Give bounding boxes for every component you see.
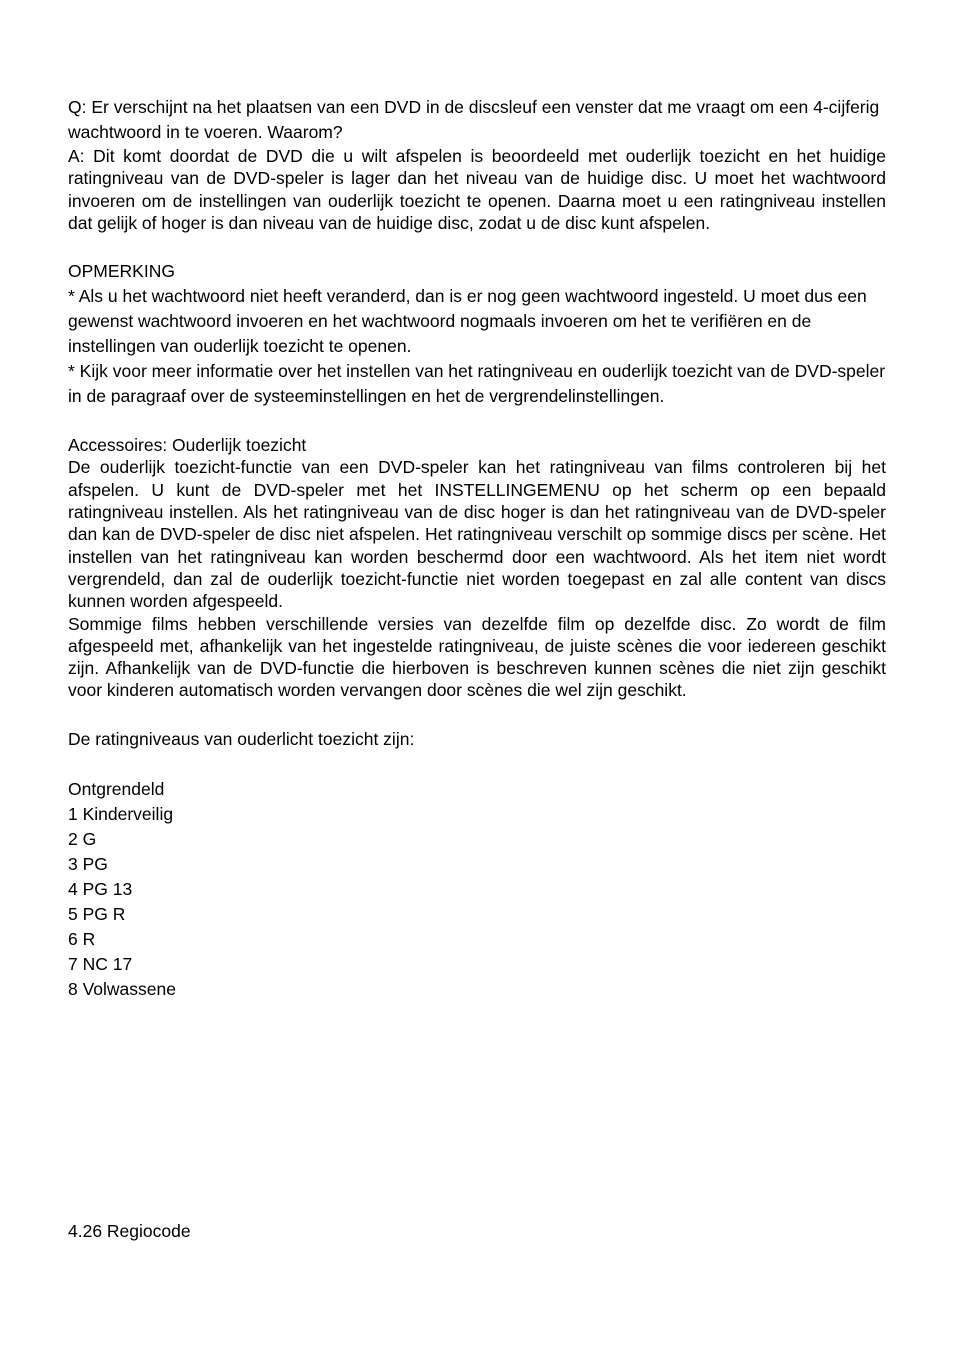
rating-level: 4 PG 13	[68, 878, 133, 899]
rating-level: 6 R	[68, 928, 96, 949]
accessories-paragraph-1: De ouderlijk toezicht-functie van een DVD-speler kan het ratingniveau van films controleren bij het afspelen. U kunt de DVD-speler met het INSTELLINGEMENU op het scherm op een bepaald ratingniveau instellen. Als het ratingniveau van de disc hoger is dan het ratingniveau van de DVD-speler dan kan de DVD-speler de disc niet afspelen. Het ratingniveau verschilt op sommige discs per scène. Het instellen van het ratingniveau kan worden beschermd door een wachtwoord. Als het item niet wordt vergrendeld, dan zal de ouderlijk toezicht-functie niet worden toegepast en zal alle content van discs kunnen worden afgespeeld.	[68, 457, 886, 612]
accessories-heading: Accessoires: Ouderlijk toezicht	[68, 435, 307, 456]
ratings-intro: De ratingniveaus van ouderlicht toezicht zijn:	[68, 728, 415, 749]
rating-level: 7 NC 17	[68, 953, 133, 974]
rating-level: 2 G	[68, 828, 97, 849]
accessories-paragraph-2: Sommige films hebben verschillende versies van dezelfde film op dezelfde disc. Zo wordt de film afgespeeld met, afhankelijk van het ingestelde ratingniveau, de juiste scènes die voor iedereen geschikt zijn. Afhankelijk van de DVD-functie die hierboven is beschreven kunnen scènes die niet zijn geschikt voor kinderen automatisch worden vervangen door scènes die wel zijn geschikt.	[68, 613, 886, 701]
note-item-password: * Als u het wachtwoord niet heeft veranderd, dan is er nog geen wachtwoord ingesteld. U moet dus een gewenst wachtwoord invoeren en het wachtwoord nogmaals invoeren om het te verifiëren en de instellingen van ouderlijk toezicht te openen.	[68, 286, 867, 357]
document-page	[68, 95, 886, 1002]
rating-level: 1 Kinderveilig	[68, 803, 174, 824]
rating-level: 3 PG	[68, 853, 108, 874]
faq-answer: A: Dit komt doordat de DVD die u wilt afspelen is beoordeeld met ouderlijk toezicht en het huidige ratingniveau van de DVD-speler is lager dan het niveau van de huidige disc. U moet het wachtwoord invoeren om de instellingen van ouderlijk toezicht te openen. Daarna moet u een ratingniveau instellen dat gelijk of hoger is dan niveau van de huidige disc, zodat u de disc kunt afspelen.	[68, 146, 886, 233]
section-heading-region-code: 4.26 Regiocode	[68, 1221, 191, 1241]
rating-level: Ontgrendeld	[68, 778, 165, 799]
ratings-list	[68, 777, 886, 1002]
note-heading: OPMERKING	[68, 261, 175, 282]
note-item-more-info: * Kijk voor meer informatie over het instellen van het ratingniveau en ouderlijk toezicht van de DVD-speler in de paragraaf over de systeeminstellingen en het de vergrendelinstellingen.	[68, 361, 886, 407]
faq-question: Q: Er verschijnt na het plaatsen van een DVD in de discsleuf een venster dat me vraagt om een 4-cijferig wachtwoord in te voeren. Waarom?	[68, 97, 880, 142]
rating-level: 8 Volwassene	[68, 978, 176, 999]
rating-level: 5 PG R	[68, 903, 126, 924]
